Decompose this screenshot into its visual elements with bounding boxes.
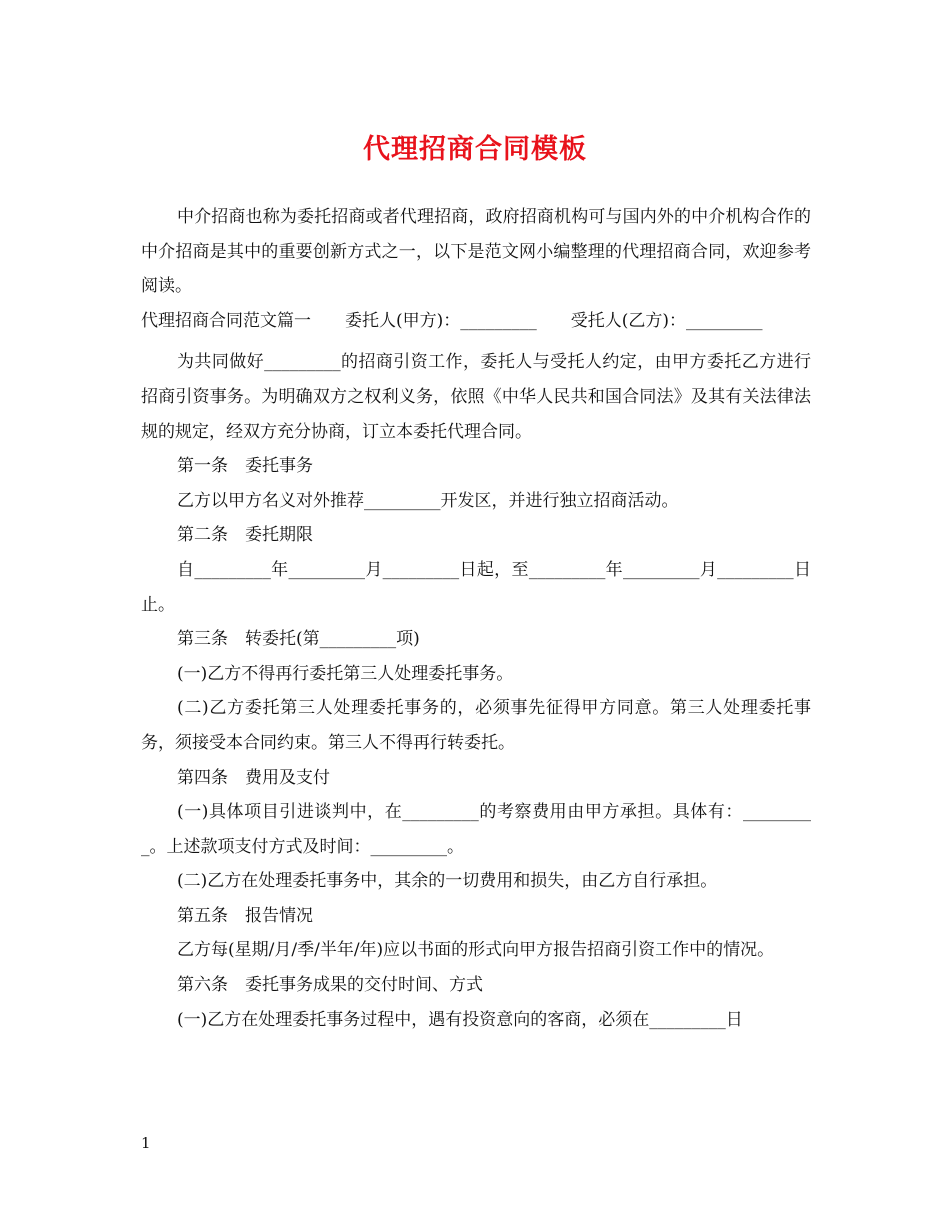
article-6-item-1: (一)乙方在处理委托事务过程中，遇有投资意向的客商，必须在_________日	[177, 1009, 743, 1030]
article-3-heading: 第三条 转委托(第_________项)	[177, 629, 420, 650]
article-5-body: 乙方每(星期/月/季/半年/年)应以书面的形式向甲方报告招商引资工作中的情况。	[177, 940, 775, 961]
article-1-heading: 第一条 委托事务	[177, 456, 313, 477]
contract-parties-line: 代理招商合同范文篇一 委托人(甲方)：_________ 受托人(乙方)：_________	[141, 310, 763, 331]
page-number: 1	[141, 1134, 151, 1152]
article-6-heading: 第六条 委托事务成果的交付时间、方式	[177, 975, 483, 996]
contract-preamble: 为共同做好_________的招商引资工作，委托人与受托人约定，由甲方委托乙方进行招商引资事务。为明确双方之权利义务，依照《中华人民共和国合同法》及其有关法律法规的规定，经双方充分协商，订立本委托代理合同。	[141, 352, 811, 442]
article-4-item-1: (一)具体项目引进谈判中，在_________的考察费用由甲方承担。具体有：_________。上述款项支付方式及时间：_________。	[141, 802, 811, 857]
article-2-body: 自_________年_________月_________日起，至_________年_________月_________日止。	[141, 559, 811, 615]
article-5-heading: 第五条 报告情况	[177, 905, 313, 926]
article-4-item-2: (二)乙方在处理委托事务中，其余的一切费用和损失，由乙方自行承担。	[177, 871, 718, 892]
document-body	[141, 200, 811, 1037]
document-title: 代理招商合同模板	[363, 134, 587, 165]
article-3-item-1: (一)乙方不得再行委托第三人处理委托事务。	[177, 663, 514, 684]
article-4-heading: 第四条 费用及支付	[177, 767, 330, 788]
article-1-body: 乙方以甲方名义对外推荐_________开发区，并进行独立招商活动。	[177, 490, 679, 511]
article-2-heading: 第二条 委托期限	[177, 525, 313, 546]
article-3-item-2: (二)乙方委托第三人处理委托事务的，必须事先征得甲方同意。第三人处理委托事务，须接受本合同约束。第三人不得再行转委托。	[141, 698, 811, 753]
intro-paragraph: 中介招商也称为委托招商或者代理招商，政府招商机构可与国内外的中介机构合作的中介招商是其中的重要创新方式之一，以下是范文网小编整理的代理招商合同，欢迎参考阅读。	[141, 207, 811, 297]
